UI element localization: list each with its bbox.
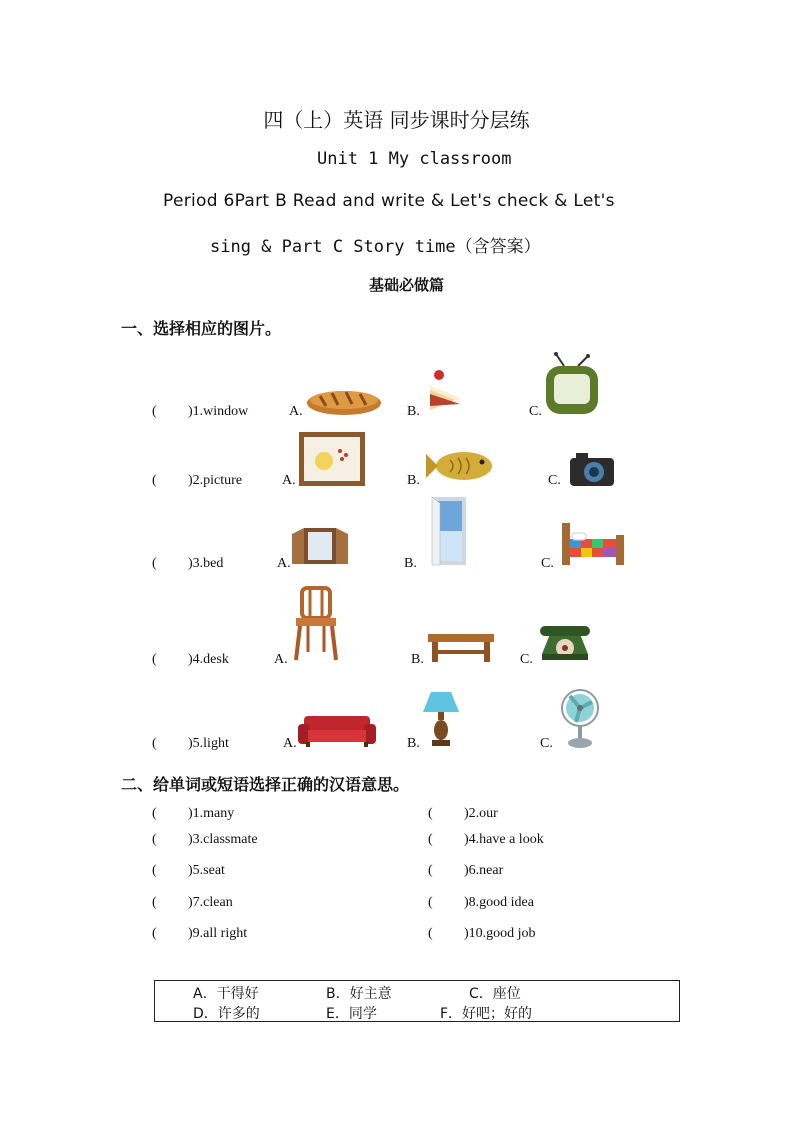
door-icon: [428, 495, 470, 567]
window-icon: [290, 524, 350, 568]
q5-option-c[interactable]: C.: [540, 736, 553, 751]
answer-b: B．好主意: [326, 986, 392, 1002]
q3-option-a[interactable]: A.: [277, 556, 291, 571]
q4-paren: (: [152, 652, 157, 667]
q4-option-a[interactable]: A.: [274, 652, 288, 667]
s2-item-2: )2.our: [464, 806, 498, 821]
q1-label: )1.window: [188, 404, 249, 419]
q5-label: )5.light: [188, 736, 229, 751]
s2-item-5: )5.seat: [188, 863, 225, 878]
q1-option-b[interactable]: B.: [407, 404, 420, 419]
picture-icon: [298, 431, 366, 487]
answer-c: C．座位: [469, 986, 521, 1002]
cake-icon: [426, 366, 462, 416]
q2-option-b[interactable]: B.: [407, 473, 420, 488]
s2-item-5-paren: (: [152, 863, 157, 878]
period-line-1: Period 6Part B Read and write & Let's check & Let's: [163, 191, 615, 211]
q4-option-b[interactable]: B.: [411, 652, 424, 667]
q2-option-a[interactable]: A.: [282, 473, 296, 488]
s2-item-3: )3.classmate: [188, 832, 258, 847]
q5-option-b[interactable]: B.: [407, 736, 420, 751]
section1-heading: 一、选择相应的图片。: [121, 319, 282, 338]
s2-item-8: )8.good idea: [464, 895, 534, 910]
q2-paren: (: [152, 473, 157, 488]
s2-item-10: )10.good job: [464, 926, 536, 941]
fish-icon: [426, 448, 496, 484]
period-line-2: sing & Part C Story time（含答案）: [210, 237, 541, 257]
telephone-icon: [536, 618, 594, 666]
s2-item-9: )9.all right: [188, 926, 248, 941]
q3-option-c[interactable]: C.: [541, 556, 554, 571]
s2-item-7-paren: (: [152, 895, 157, 910]
s2-item-4-paren: (: [428, 832, 433, 847]
unit-title: Unit 1 My classroom: [317, 149, 512, 169]
tv-icon: [544, 352, 600, 418]
q2-label: )2.picture: [188, 473, 243, 488]
q4-label: )4.desk: [188, 652, 229, 667]
bread-icon: [306, 388, 382, 416]
q3-label: )3.bed: [188, 556, 224, 571]
s2-item-7: )7.clean: [188, 895, 233, 910]
chair-icon: [290, 586, 342, 662]
q1-paren: (: [152, 404, 157, 419]
answer-a: A．干得好: [193, 986, 259, 1002]
fan-icon: [560, 688, 600, 750]
camera-icon: [568, 450, 616, 488]
s2-item-9-paren: (: [152, 926, 157, 941]
s2-item-6-paren: (: [428, 863, 433, 878]
answer-d: D．许多的: [193, 1006, 260, 1022]
s2-item-8-paren: (: [428, 895, 433, 910]
answer-e: E．同学: [326, 1006, 377, 1022]
q3-option-b[interactable]: B.: [404, 556, 417, 571]
section2-heading: 二、给单词或短语选择正确的汉语意思。: [121, 775, 410, 794]
s2-item-1: )1.many: [188, 806, 235, 821]
s2-item-6: )6.near: [464, 863, 504, 878]
lamp-icon: [421, 690, 461, 748]
answer-f: F．好吧；好的: [440, 1006, 533, 1022]
page-title: 四（上）英语 同步课时分层练: [263, 108, 530, 132]
sofa-icon: [298, 714, 376, 748]
desk-icon: [426, 632, 496, 664]
q5-option-a[interactable]: A.: [283, 736, 297, 751]
s2-item-3-paren: (: [152, 832, 157, 847]
q2-option-c[interactable]: C.: [548, 473, 561, 488]
level-label: 基础必做篇: [369, 276, 445, 294]
q3-paren: (: [152, 556, 157, 571]
s2-item-1-paren: (: [152, 806, 157, 821]
q1-option-c[interactable]: C.: [529, 404, 542, 419]
s2-item-2-paren: (: [428, 806, 433, 821]
bed-icon: [560, 517, 626, 569]
s2-item-10-paren: (: [428, 926, 433, 941]
q1-option-a[interactable]: A.: [289, 404, 303, 419]
q4-option-c[interactable]: C.: [520, 652, 533, 667]
q5-paren: (: [152, 736, 157, 751]
s2-item-4: )4.have a look: [464, 832, 544, 847]
